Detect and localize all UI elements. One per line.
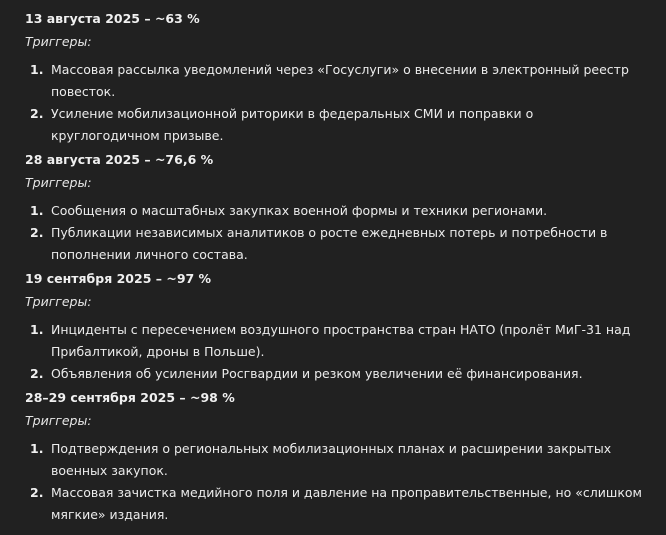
list-item-text: Массовая зачистка медийного поля и давление на проправительственные, но «слишком мягкие» издания. (51, 485, 642, 522)
timeline-entry (25, 150, 645, 266)
entry-subheading: Триггеры: (25, 34, 92, 49)
entry-heading: 19 сентября 2025 – ~97 % (25, 271, 212, 286)
list-item-number: 2. (30, 485, 44, 500)
list-item-number: 2. (30, 225, 44, 240)
list-item-number: 2. (30, 366, 44, 381)
list-item (25, 59, 645, 103)
list-item-text: Усиление мобилизационной риторики в федеральных СМИ и поправки о круглогодичном призыве. (51, 106, 534, 143)
timeline-entry (25, 9, 645, 147)
list-item (25, 482, 645, 526)
trigger-list (25, 319, 645, 385)
list-item-text: Объявления об усилении Росгвардии и резком увеличении её финансирования. (51, 366, 583, 381)
list-item-number: 1. (30, 441, 44, 456)
entry-subheading: Триггеры: (25, 413, 92, 428)
timeline-entry (25, 269, 645, 385)
list-item-text: Подтверждения о региональных мобилизационных планах и расширении закрытых военных закупок. (51, 441, 612, 478)
timeline-entry (25, 388, 645, 526)
trigger-list (25, 438, 645, 526)
list-item-text: Инциденты с пересечением воздушного пространства стран НАТО (пролёт МиГ-31 над Прибалтикой, дроны в Польше). (51, 322, 631, 359)
list-item (25, 200, 645, 222)
list-item (25, 103, 645, 147)
list-item-number: 2. (30, 106, 44, 121)
entry-subheading: Триггеры: (25, 175, 92, 190)
list-item-text: Массовая рассылка уведомлений через «Госуслуги» о внесении в электронный реестр повесток. (51, 62, 629, 99)
list-item (25, 222, 645, 266)
trigger-list (25, 200, 645, 266)
list-item-text: Сообщения о масштабных закупках военной формы и техники регионами. (51, 203, 548, 218)
trigger-list (25, 59, 645, 147)
entry-heading: 28 августа 2025 – ~76,6 % (25, 152, 214, 167)
entry-heading: 28–29 сентября 2025 – ~98 % (25, 390, 235, 405)
list-item (25, 319, 645, 363)
list-item (25, 438, 645, 482)
entry-heading: 13 августа 2025 – ~63 % (25, 11, 200, 26)
list-item-number: 1. (30, 322, 44, 337)
list-item-text: Публикации независимых аналитиков о росте ежедневных потерь и потребности в пополнении личного состава. (51, 225, 608, 262)
list-item-number: 1. (30, 203, 44, 218)
entry-subheading: Триггеры: (25, 294, 92, 309)
list-item (25, 363, 645, 385)
list-item-number: 1. (30, 62, 44, 77)
